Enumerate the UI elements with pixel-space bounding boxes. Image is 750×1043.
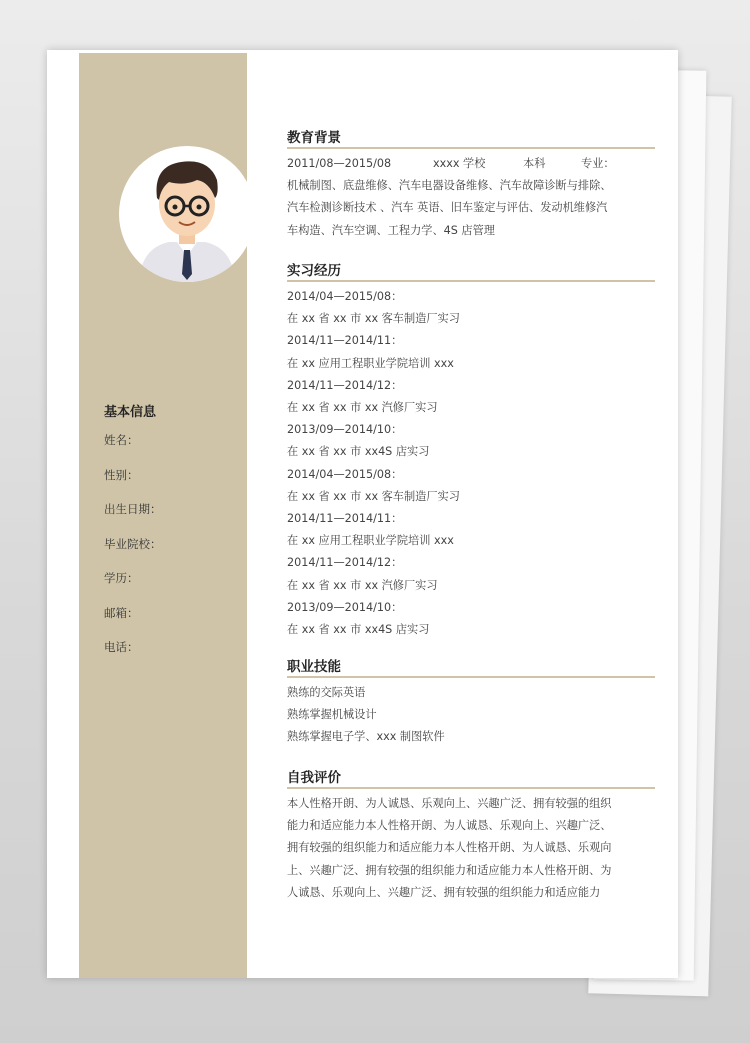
internship-line: 2014/11—2014/12： <box>287 378 403 392</box>
self-line: 能力和适应能力本人性格开朗、为人诚恳、乐观向上、兴趣广泛、 <box>287 819 612 833</box>
self-evaluation-section <box>287 766 655 904</box>
edu-line: 机械制图、底盘维修、汽车电器设备维修、汽车故障诊断与排除、 <box>287 179 612 193</box>
field-degree: 学历： <box>104 571 139 585</box>
self-line: 上、兴趣广泛、拥有较强的组织能力和适应能力本人性格开朗、为 <box>287 863 612 877</box>
avatar <box>119 146 255 282</box>
internship-line: 在 xx 省 xx 市 xx 客车制造厂实习 <box>287 312 460 326</box>
education-section <box>287 126 655 242</box>
internship-line: 2014/04—2015/08： <box>287 467 403 481</box>
self-line: 拥有较强的组织能力和适应能力本人性格开朗、为人诚恳、乐观向 <box>287 841 612 855</box>
edu-period: 2011/08—2015/08 <box>287 157 392 170</box>
education-row <box>287 153 655 175</box>
skill-item: 熟练掌握机械设计 <box>287 708 377 722</box>
section-title: 教育背景 <box>287 126 655 149</box>
internship-line: 在 xx 省 xx 市 xx 汽修厂实习 <box>287 578 438 592</box>
internship-line: 2014/11—2014/11： <box>287 334 403 348</box>
skill-item: 熟练的交际英语 <box>287 686 366 699</box>
internship-line: 2014/11—2014/11： <box>287 512 403 526</box>
internship-line: 2013/09—2014/10： <box>287 423 403 437</box>
internship-line: 在 xx 应用工程职业学院培训 xxx <box>287 356 454 370</box>
edu-line: 车构造、汽车空调、工程力学、4S 店管理 <box>287 223 495 237</box>
basic-info <box>104 401 162 674</box>
section-title: 自我评价 <box>287 766 655 789</box>
section-title: 实习经历 <box>287 259 655 282</box>
field-name: 姓名： <box>104 433 139 447</box>
internship-line: 2014/04—2015/08： <box>287 290 403 303</box>
section-title: 职业技能 <box>287 655 655 678</box>
field-birthdate: 出生日期： <box>104 502 162 516</box>
edu-line: 汽车检测诊断技术 、汽车 英语、旧车鉴定与评估、发动机维修汽 <box>287 201 608 215</box>
basic-info-title: 基本信息 <box>104 405 157 420</box>
internship-section <box>287 259 655 641</box>
field-email: 邮箱： <box>104 605 139 620</box>
resume-page <box>47 50 678 978</box>
edu-degree: 本科 <box>523 157 546 170</box>
field-school: 毕业院校： <box>104 536 162 551</box>
internship-line: 2014/11—2014/12： <box>287 556 403 570</box>
sidebar <box>79 53 247 978</box>
internship-line: 在 xx 省 xx 市 xx 客车制造厂实习 <box>287 489 460 503</box>
skill-item: 熟练掌握电子学、xxx 制图软件 <box>287 730 445 744</box>
internship-line: 在 xx 应用工程职业学院培训 xxx <box>287 534 454 548</box>
edu-school: xxxx 学校 <box>433 157 486 170</box>
field-phone: 电话： <box>104 640 139 654</box>
avatar-illustration-icon <box>119 146 255 282</box>
internship-line: 2013/09—2014/10： <box>287 600 403 614</box>
field-gender: 性别： <box>104 467 139 482</box>
internship-line: 在 xx 省 xx 市 xx4S 店实习 <box>287 445 430 459</box>
edu-major: 专业： <box>581 157 615 170</box>
self-line: 人诚恳、乐观向上、兴趣广泛、拥有较强的组织能力和适应能力 <box>287 885 601 899</box>
skills-section <box>287 655 655 749</box>
internship-line: 在 xx 省 xx 市 xx 汽修厂实习 <box>287 401 438 415</box>
internship-line: 在 xx 省 xx 市 xx4S 店实习 <box>287 623 430 637</box>
self-line: 本人性格开朗、为人诚恳、乐观向上、兴趣广泛、拥有较强的组织 <box>287 797 612 810</box>
